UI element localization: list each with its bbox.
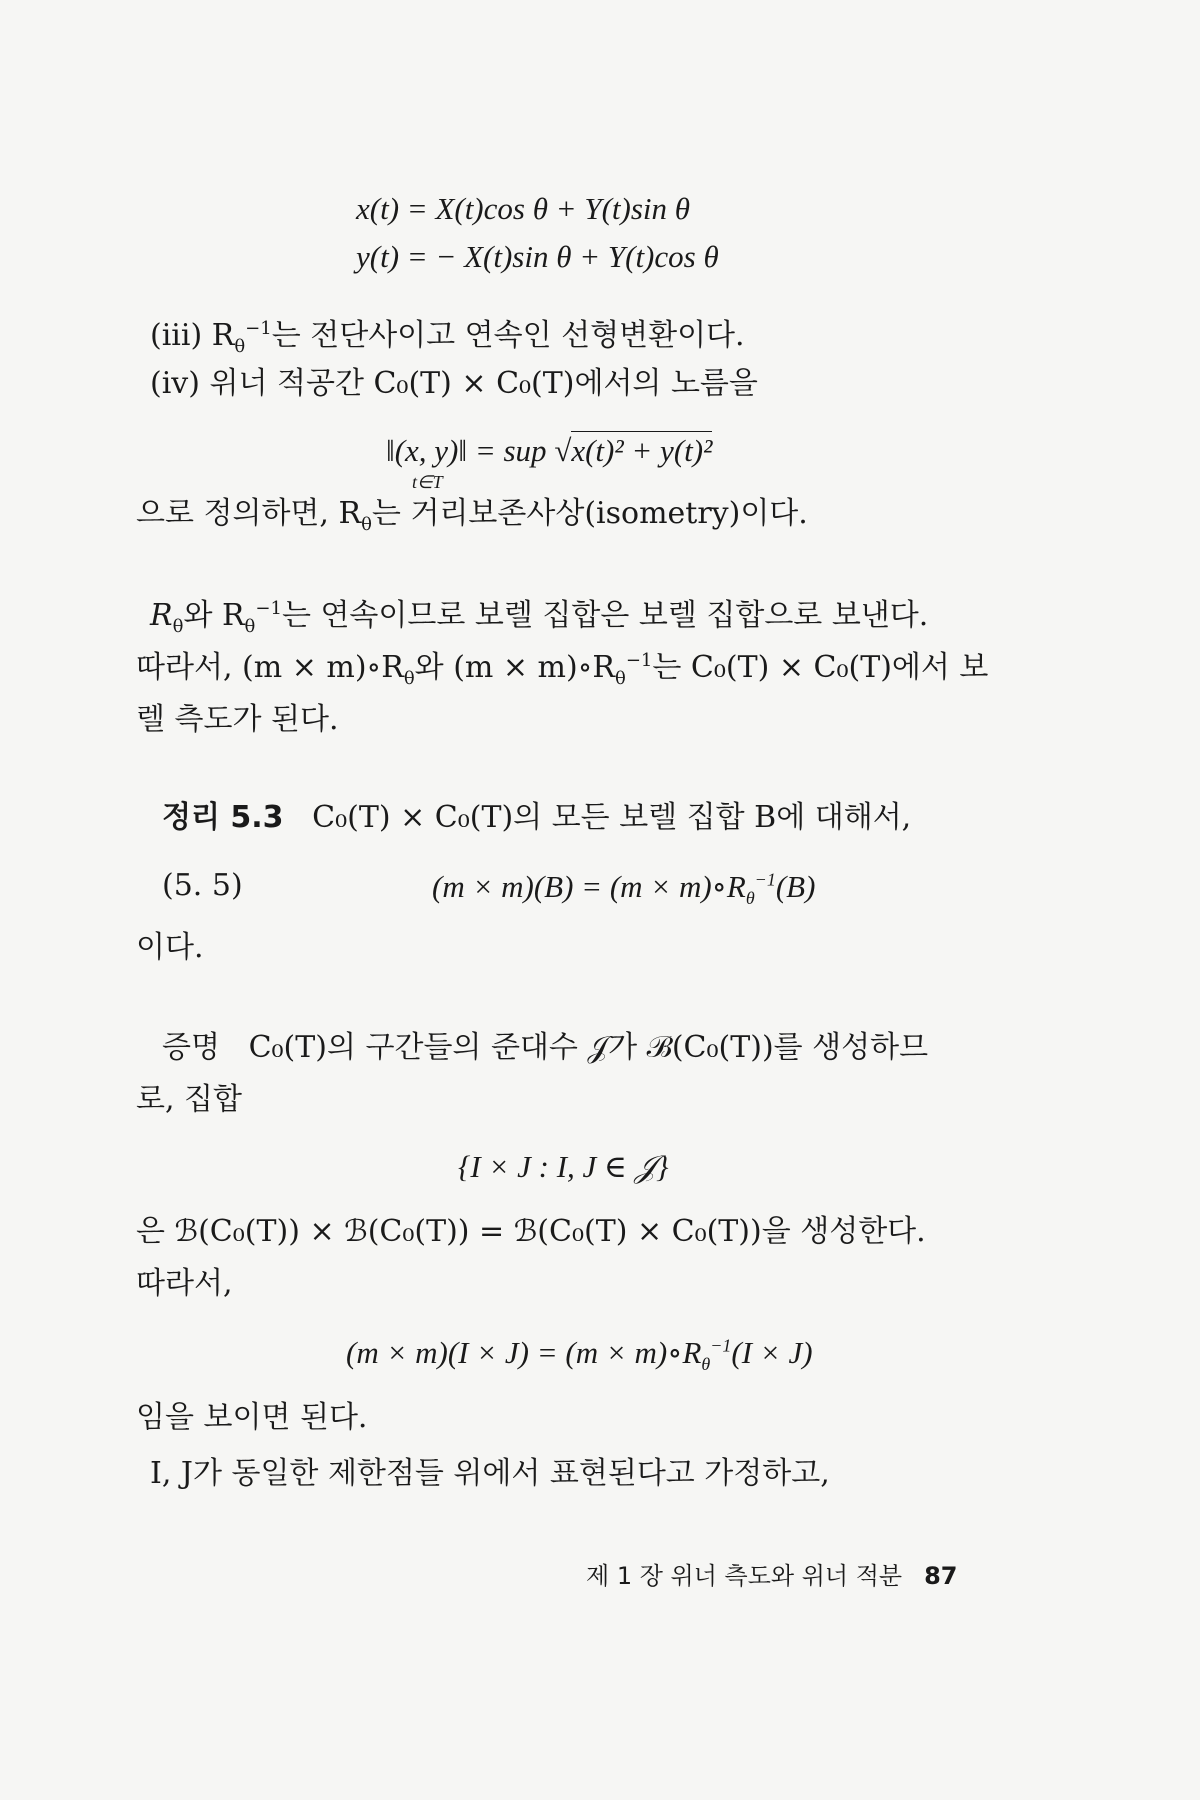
paragraph-line-1 [150, 598, 928, 638]
inverse-superscript: −1 [245, 318, 272, 339]
para1-text-a: 와 R [183, 598, 245, 633]
inverse-superscript: −1 [754, 869, 776, 890]
proof-set: {I × J : I, J ∈ 𝒥} [458, 1149, 669, 1184]
isometry-line [136, 496, 808, 536]
para2-text-a: 따라서, (m × m)∘R [136, 650, 404, 685]
equation-x: x(t) = X(t)cos θ + Y(t)sin θ [356, 191, 691, 226]
item-iii-label: (iii) R [150, 318, 235, 353]
item-iii [150, 318, 745, 358]
proof-line-6: I, J가 동일한 제한점들 위에서 표현된다고 가정하고, [150, 1456, 830, 1491]
theta-subscript: θ [244, 616, 256, 637]
theta-subscript: θ [361, 514, 372, 535]
r-theta: R [150, 598, 173, 633]
proof-eq-tail: (I × J) [731, 1335, 813, 1370]
norm-lhs: ‖(x, y)‖ = sup [386, 433, 547, 468]
running-title: 제 1 장 위너 측도와 위너 적분 [586, 1562, 903, 1590]
para2-text-c: 는 C₀(T) × C₀(T)에서 보 [652, 650, 989, 685]
theorem-text: C₀(T) × C₀(T)의 모든 보렐 집합 B에 대해서, [312, 800, 912, 835]
theta-subscript: θ [745, 888, 755, 909]
para1-text-b: 는 연속이므로 보렐 집합은 보렐 집합으로 보낸다. [281, 598, 929, 633]
paragraph-line-2 [136, 650, 988, 690]
norm-definition [386, 432, 712, 469]
theta-subscript: θ [403, 668, 415, 689]
inverse-superscript: −1 [625, 650, 653, 671]
theta-subscript: θ [615, 668, 626, 689]
item-iii-text: 는 전단사이고 연속인 선형변환이다. [271, 318, 745, 353]
theorem-eq-tail: (B) [775, 869, 816, 904]
proof-line-4: 따라서, [136, 1266, 233, 1301]
proof-line-2: 로, 집합 [136, 1082, 243, 1117]
proof-equation [346, 1334, 813, 1376]
theta-subscript: θ [172, 616, 184, 637]
proof-line-3: 은 ℬ(C₀(T)) × ℬ(C₀(T)) = ℬ(C₀(T) × C₀(T))을 생성한다. [136, 1214, 926, 1249]
theorem-eq-number: (5. 5) [162, 868, 243, 903]
sqrt-expression: √x(t)² + y(t)² [554, 433, 713, 468]
para2-text-b: 와 (m × m)∘R [414, 650, 615, 685]
theorem-label: 정리 5.3 [162, 800, 284, 835]
isometry-text: 는 거리보존사상(isometry)이다. [371, 496, 808, 531]
theta-subscript: θ [701, 1354, 711, 1375]
item-iv: (iv) 위너 적공간 C₀(T) × C₀(T)에서의 노름을 [150, 366, 758, 401]
inverse-superscript: −1 [255, 598, 282, 619]
proof-eq-lhs: (m × m)(I × J) = (m × m)∘R [346, 1335, 702, 1370]
sqrt-body: x(t)² + y(t)² [571, 433, 713, 468]
proof-line-5: 임을 보이면 된다. [136, 1400, 368, 1435]
theta-subscript: θ [234, 336, 246, 357]
page-footer [586, 1556, 957, 1591]
theorem-eq-lhs: (m × m)(B) = (m × m)∘R [432, 869, 746, 904]
isometry-lead: 으로 정의하면, R [136, 496, 362, 531]
theorem-equation [432, 868, 815, 910]
proof-label: 증명 [162, 1030, 220, 1065]
proof-line-1 [162, 1030, 928, 1066]
paragraph-line-3: 렐 측도가 된다. [136, 702, 339, 737]
inverse-superscript: −1 [710, 1335, 732, 1356]
proof-text-1: C₀(T)의 구간들의 준대수 𝒥가 ℬ(C₀(T))를 생성하므 [248, 1030, 929, 1065]
theorem-statement [162, 800, 911, 836]
equation-y: y(t) = − X(t)sin θ + Y(t)cos θ [356, 239, 719, 274]
page-number: 87 [924, 1562, 958, 1590]
theorem-closing: 이다. [136, 930, 204, 965]
sup-subscript: t∈T [412, 472, 443, 492]
